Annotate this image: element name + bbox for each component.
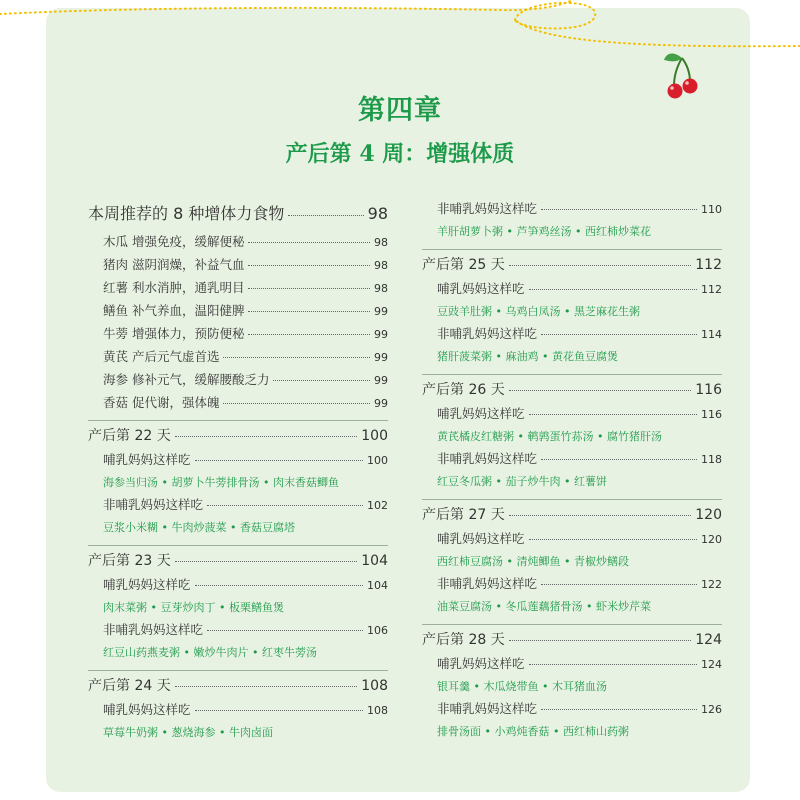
page-number: 116 bbox=[701, 408, 722, 421]
recipe-list: 豆浆小米糊 • 牛肉炒菠菜 • 香菇豆腐塔 bbox=[103, 521, 295, 534]
recipe-list: 红豆山药燕麦粥 • 嫩炒牛肉片 • 红枣牛蒡汤 bbox=[103, 646, 317, 659]
page-number: 99 bbox=[374, 374, 388, 387]
sub-label: 非哺乳妈妈这样吃 bbox=[437, 451, 538, 466]
toc-sub-entry[interactable] bbox=[88, 494, 388, 516]
recipe-list: 红豆冬瓜粥 • 茄子炒牛肉 • 红薯饼 bbox=[437, 475, 607, 488]
leader-dots bbox=[223, 357, 370, 358]
leader-dots bbox=[288, 215, 363, 216]
leader-dots bbox=[273, 380, 370, 381]
leader-dots bbox=[223, 403, 370, 404]
sub-label: 非哺乳妈妈这样吃 bbox=[437, 701, 538, 716]
leader-dots bbox=[529, 539, 697, 540]
toc-sub-entry[interactable] bbox=[422, 653, 722, 675]
leader-dots bbox=[207, 505, 363, 506]
leader-dots bbox=[541, 584, 697, 585]
toc-day-entry[interactable] bbox=[422, 374, 722, 403]
day-title: 产后第 26 天 bbox=[422, 382, 505, 398]
toc-sub-entry[interactable] bbox=[88, 449, 388, 471]
sub-label: 哺乳妈妈这样吃 bbox=[103, 577, 191, 592]
toc-right-column bbox=[422, 198, 722, 743]
leader-dots bbox=[207, 630, 363, 631]
leader-dots bbox=[509, 390, 692, 391]
leader-dots bbox=[529, 664, 697, 665]
toc-sub-entry[interactable] bbox=[422, 323, 722, 345]
toc-food-entry[interactable] bbox=[88, 299, 388, 322]
toc-sub-entry[interactable] bbox=[88, 619, 388, 641]
page-number: 114 bbox=[701, 328, 722, 341]
sub-label: 非哺乳妈妈这样吃 bbox=[103, 622, 204, 637]
leader-dots bbox=[248, 311, 370, 312]
toc-day-entry[interactable] bbox=[422, 499, 722, 528]
page-number: 126 bbox=[701, 703, 722, 716]
leader-dots bbox=[529, 289, 697, 290]
toc-left-column bbox=[88, 198, 388, 744]
page-number: 99 bbox=[374, 305, 388, 318]
page-number: 99 bbox=[374, 351, 388, 364]
recipe-list: 排骨汤面 • 小鸡炖香菇 • 西红柿山药粥 bbox=[437, 725, 629, 738]
recipe-list: 猪肝菠菜粥 • 麻油鸡 • 黄花鱼豆腐煲 bbox=[437, 350, 618, 363]
leader-dots bbox=[529, 414, 697, 415]
leader-dots bbox=[541, 459, 697, 460]
leader-dots bbox=[175, 686, 358, 687]
chapter-subtitle: 产后第 4 周：增强体质 bbox=[285, 141, 515, 167]
page-number: 106 bbox=[367, 624, 388, 637]
recipe-list: 草莓牛奶粥 • 葱烧海参 • 牛肉卤面 bbox=[103, 726, 273, 739]
day-title: 产后第 28 天 bbox=[422, 632, 505, 648]
leader-dots bbox=[509, 515, 692, 516]
entry-title: 鳝鱼 补气养血，温阳健脾 bbox=[103, 303, 245, 318]
toc-day-entry[interactable] bbox=[88, 420, 388, 449]
page-number: 99 bbox=[374, 328, 388, 341]
entry-title: 黄芪 产后元气虚首选 bbox=[103, 349, 220, 364]
page-number: 124 bbox=[701, 658, 722, 671]
page-number: 118 bbox=[701, 453, 722, 466]
page-number: 122 bbox=[701, 578, 722, 591]
sub-label: 哺乳妈妈这样吃 bbox=[103, 702, 191, 717]
page-number: 98 bbox=[367, 204, 388, 223]
toc-sub-entry[interactable] bbox=[422, 278, 722, 300]
leader-dots bbox=[248, 288, 370, 289]
page-number: 110 bbox=[701, 203, 722, 216]
recipe-list: 银耳羹 • 木瓜烧带鱼 • 木耳猪血汤 bbox=[437, 680, 607, 693]
day-title: 产后第 22 天 bbox=[88, 428, 171, 444]
page-number: 98 bbox=[374, 282, 388, 295]
toc-sub-entry[interactable] bbox=[422, 198, 722, 220]
sub-label: 哺乳妈妈这样吃 bbox=[437, 656, 525, 671]
recipe-list: 肉末菜粥 • 豆芽炒肉丁 • 板栗鳝鱼煲 bbox=[103, 601, 284, 614]
sub-label: 非哺乳妈妈这样吃 bbox=[437, 576, 538, 591]
page-number: 116 bbox=[695, 382, 722, 398]
page-number: 108 bbox=[367, 704, 388, 717]
page-number: 98 bbox=[374, 236, 388, 249]
toc-food-entry[interactable] bbox=[88, 253, 388, 276]
toc-food-entry[interactable] bbox=[88, 345, 388, 368]
page-number: 120 bbox=[695, 507, 722, 523]
chapter-title: 第四章 bbox=[358, 95, 442, 126]
leader-dots bbox=[195, 710, 363, 711]
recipe-list: 黄芪橘皮红糖粥 • 鹌鹑蛋竹荪汤 • 腐竹猪肝汤 bbox=[437, 430, 662, 443]
page-number: 100 bbox=[361, 428, 388, 444]
page-number: 108 bbox=[361, 678, 388, 694]
page-number: 104 bbox=[367, 579, 388, 592]
toc-food-entry[interactable] bbox=[88, 391, 388, 414]
page-number: 112 bbox=[701, 283, 722, 296]
leader-dots bbox=[248, 334, 370, 335]
entry-title: 红薯 利水消肿，通乳明目 bbox=[103, 280, 245, 295]
leader-dots bbox=[541, 334, 697, 335]
day-title: 产后第 24 天 bbox=[88, 678, 171, 694]
page-number: 124 bbox=[695, 632, 722, 648]
page-number: 98 bbox=[374, 259, 388, 272]
sub-label: 非哺乳妈妈这样吃 bbox=[437, 326, 538, 341]
leader-dots bbox=[509, 640, 692, 641]
toc-day-entry[interactable] bbox=[88, 545, 388, 574]
leader-dots bbox=[175, 436, 358, 437]
toc-food-entry[interactable] bbox=[88, 322, 388, 345]
page-number: 100 bbox=[367, 454, 388, 467]
leader-dots bbox=[248, 265, 370, 266]
sub-label: 哺乳妈妈这样吃 bbox=[437, 281, 525, 296]
toc-lead-entry[interactable] bbox=[88, 198, 388, 230]
leader-dots bbox=[541, 209, 697, 210]
toc-sub-entry[interactable] bbox=[422, 698, 722, 720]
sub-label: 非哺乳妈妈这样吃 bbox=[437, 201, 538, 216]
entry-title: 海参 修补元气，缓解腰酸乏力 bbox=[103, 372, 270, 387]
leader-dots bbox=[175, 561, 358, 562]
recipe-list: 海参当归汤 • 胡萝卜牛蒡排骨汤 • 肉末香菇鲫鱼 bbox=[103, 476, 339, 489]
recipe-list: 油菜豆腐汤 • 冬瓜莲藕猪骨汤 • 虾米炒芹菜 bbox=[437, 600, 651, 613]
recipe-list: 豆豉羊肚粥 • 乌鸡白凤汤 • 黑芝麻花生粥 bbox=[437, 305, 640, 318]
toc-day-entry[interactable] bbox=[88, 670, 388, 699]
leader-dots bbox=[248, 242, 370, 243]
toc-sub-entry[interactable] bbox=[422, 528, 722, 550]
page-number: 112 bbox=[695, 257, 722, 273]
toc-sub-entry[interactable] bbox=[422, 403, 722, 425]
day-title: 产后第 23 天 bbox=[88, 553, 171, 569]
leader-dots bbox=[509, 265, 692, 266]
leader-dots bbox=[195, 460, 363, 461]
day-title: 产后第 27 天 bbox=[422, 507, 505, 523]
entry-title: 香菇 促代谢，强体魄 bbox=[103, 395, 220, 410]
dotted-swirl bbox=[0, 0, 800, 46]
leader-dots bbox=[541, 709, 697, 710]
toc-day-entry[interactable] bbox=[422, 624, 722, 653]
toc-day-entry[interactable] bbox=[422, 249, 722, 278]
page-number: 99 bbox=[374, 397, 388, 410]
sub-label: 哺乳妈妈这样吃 bbox=[437, 406, 525, 421]
sub-label: 哺乳妈妈这样吃 bbox=[437, 531, 525, 546]
sub-label: 哺乳妈妈这样吃 bbox=[103, 452, 191, 467]
recipe-list: 羊肝胡萝卜粥 • 芦笋鸡丝汤 • 西红柿炒菜花 bbox=[437, 225, 651, 238]
sub-label: 非哺乳妈妈这样吃 bbox=[103, 497, 204, 512]
entry-title: 猪肉 滋阴润燥，补益气血 bbox=[103, 257, 245, 272]
entry-title: 本周推荐的 8 种增体力食物 bbox=[88, 204, 285, 223]
page-number: 102 bbox=[367, 499, 388, 512]
toc-food-entry[interactable] bbox=[88, 230, 388, 253]
toc-sub-entry[interactable] bbox=[422, 573, 722, 595]
entry-title: 牛蒡 增强体力，预防便秘 bbox=[103, 326, 245, 341]
toc-food-entry[interactable] bbox=[88, 368, 388, 391]
page-number: 120 bbox=[701, 533, 722, 546]
entry-title: 木瓜 增强免疫，缓解便秘 bbox=[103, 234, 245, 249]
page-number: 104 bbox=[361, 553, 388, 569]
toc-sub-entry[interactable] bbox=[88, 699, 388, 721]
toc-food-entry[interactable] bbox=[88, 276, 388, 299]
day-title: 产后第 25 天 bbox=[422, 257, 505, 273]
leader-dots bbox=[195, 585, 363, 586]
toc-sub-entry[interactable] bbox=[422, 448, 722, 470]
toc-sub-entry[interactable] bbox=[88, 574, 388, 596]
recipe-list: 西红柿豆腐汤 • 清炖鲫鱼 • 青椒炒鳝段 bbox=[437, 555, 629, 568]
